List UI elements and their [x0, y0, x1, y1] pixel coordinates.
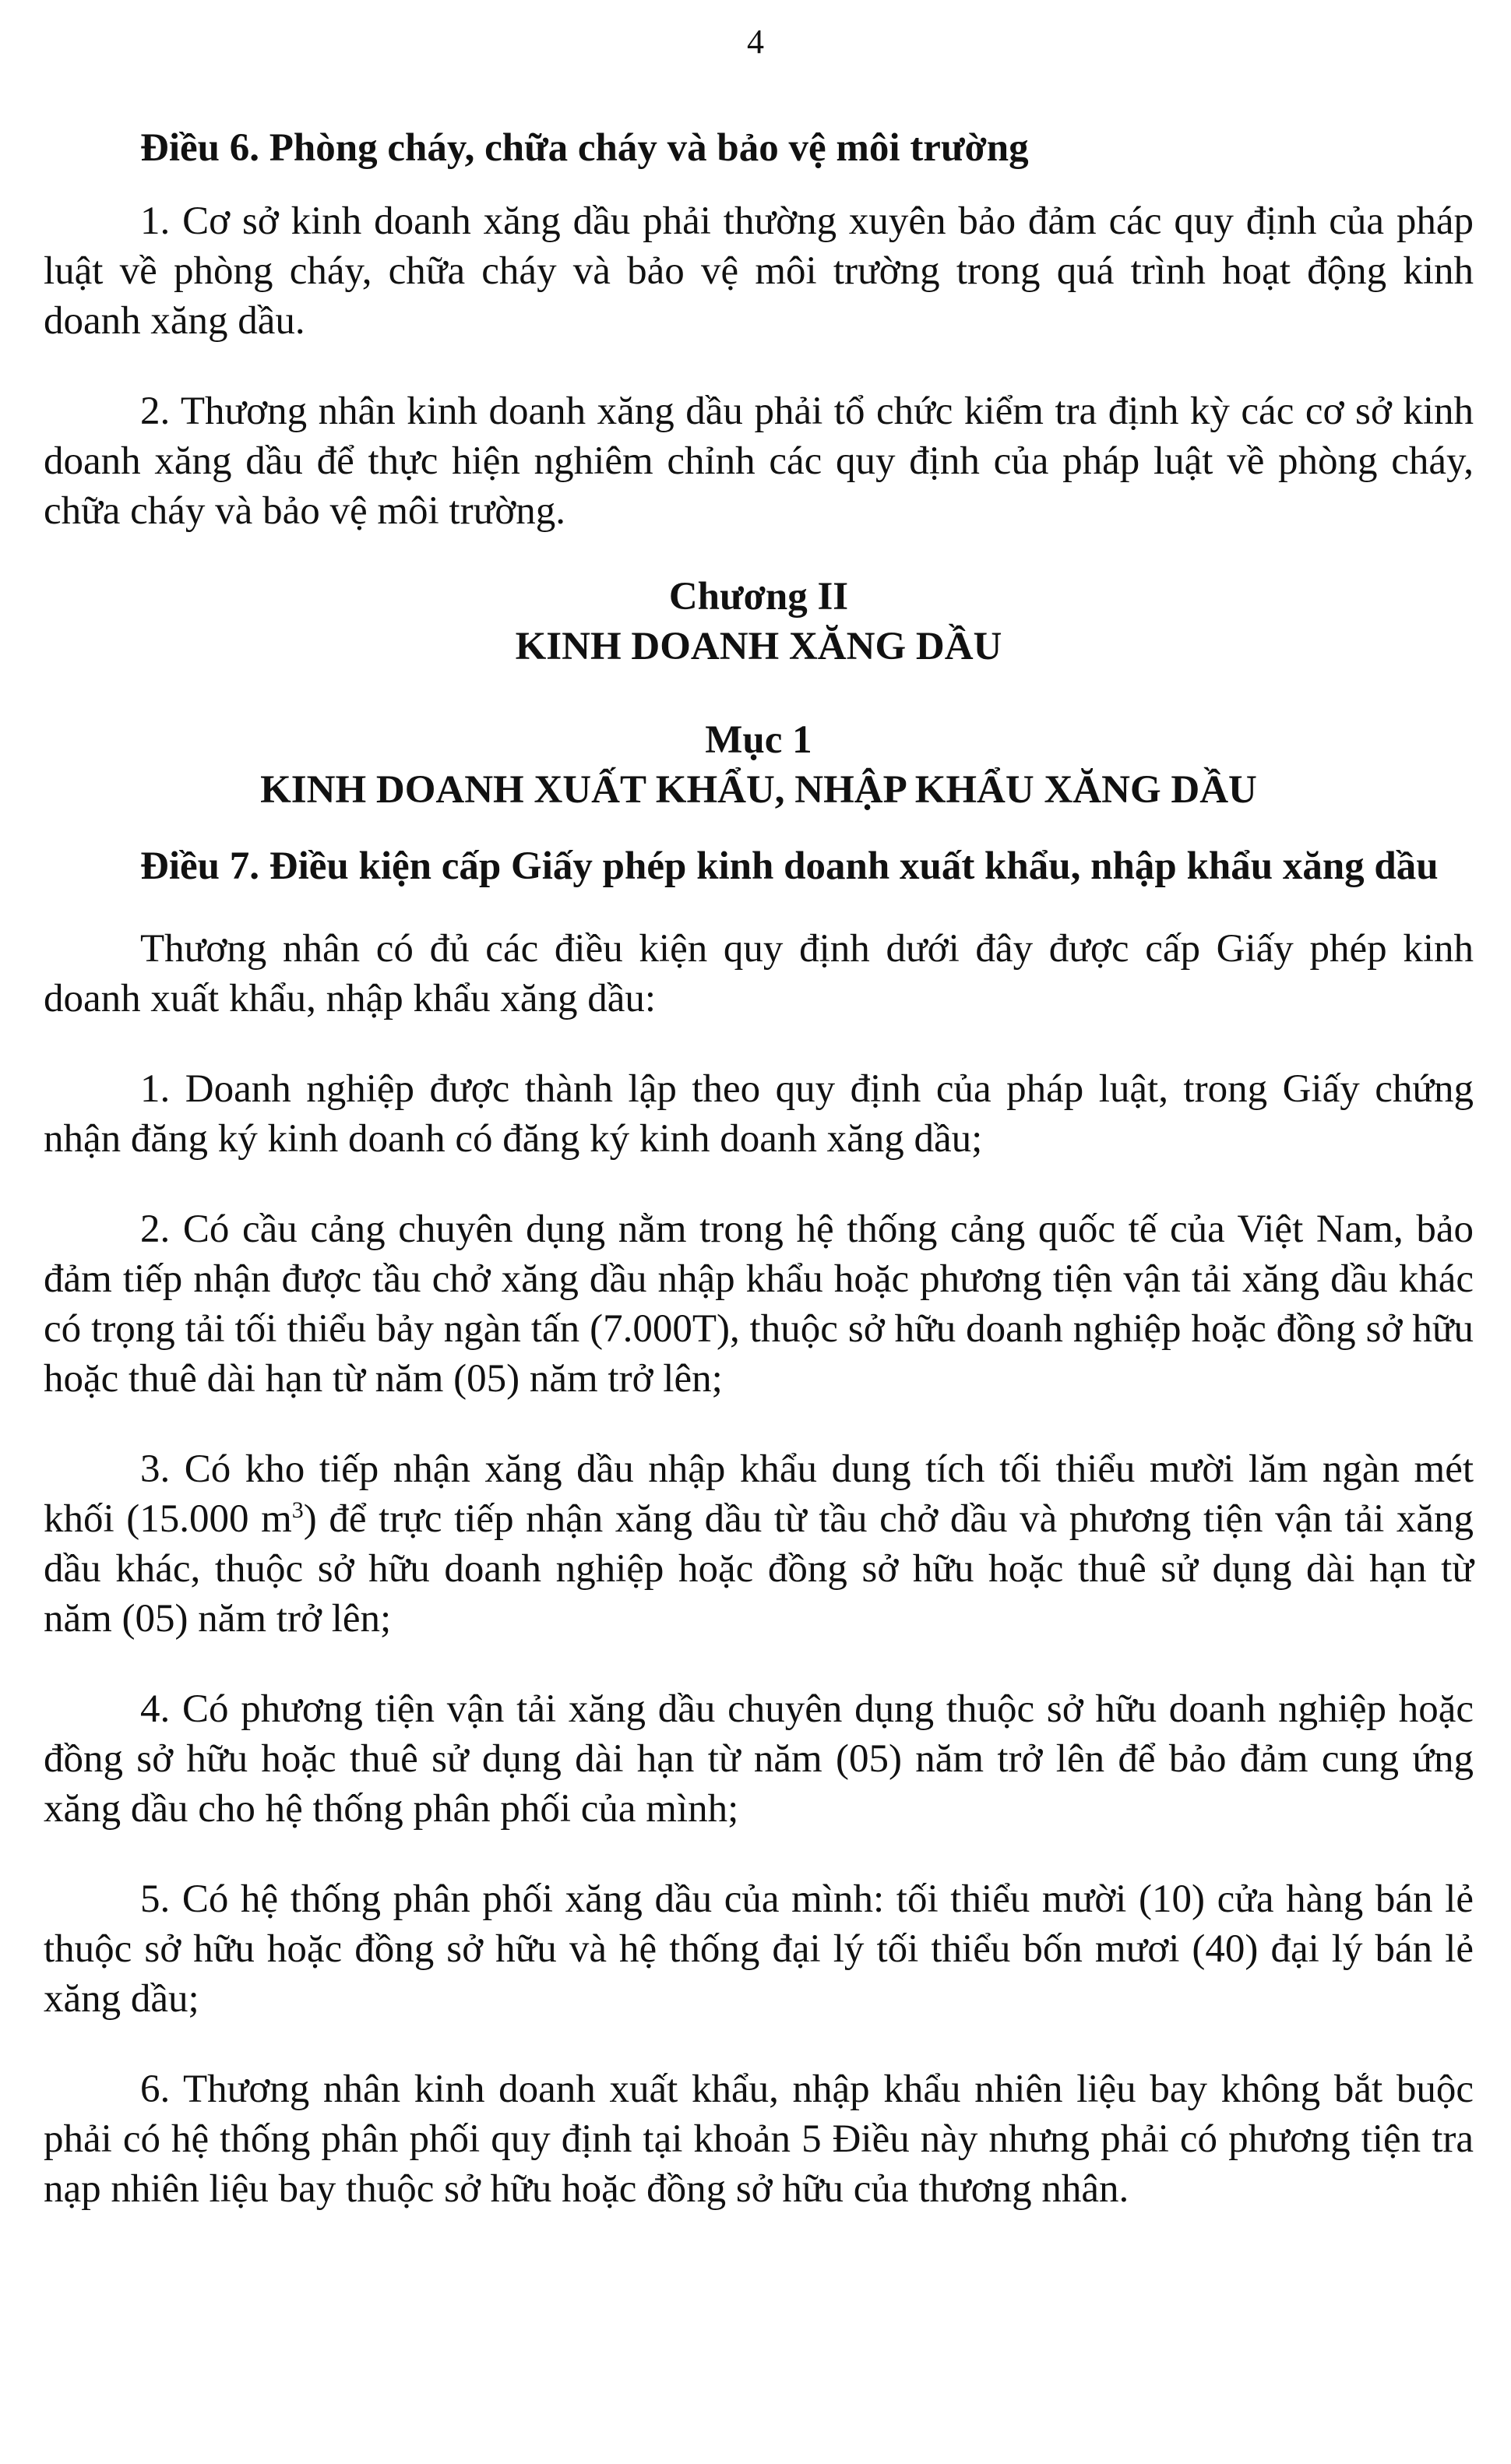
- article-7-clause-1: 1. Doanh nghiệp được thành lập theo quy định của pháp luật, trong Giấy chứng nhận đăng ký kinh doanh có đăng ký kinh doanh xăng dầu;: [44, 1067, 1474, 1161]
- article-7-clause-3-part-2: ) để trực tiếp nhận xăng dầu từ tầu chở dầu và phương tiện vận tải xăng dầu khác, thuộc sở hữu doanh nghiệp hoặc đồng sở hữu hoặc thuê sử dụng dài hạn từ năm (05) năm trở lên;: [44, 1497, 1474, 1641]
- article-7-clause-4: 4. Có phương tiện vận tải xăng dầu chuyên dụng thuộc sở hữu doanh nghiệp hoặc đồng sở hữu hoặc thuê sử dụng dài hạn từ năm (05) năm trở lên để bảo đảm cung ứng xăng dầu cho hệ thống phân phối của mình;: [44, 1687, 1474, 1831]
- article-7-clause-5: 5. Có hệ thống phân phối xăng dầu của mình: tối thiểu mười (10) cửa hàng bán lẻ thuộc sở hữu hoặc đồng sở hữu và hệ thống đại lý tối thiểu bốn mươi (40) đại lý bán lẻ xăng dầu;: [44, 1877, 1474, 2021]
- article-7-clause-3: [44, 1444, 1474, 1644]
- article-7-clause-6: 6. Thương nhân kinh doanh xuất khẩu, nhập khẩu nhiên liệu bay không bắt buộc phải có hệ thống phân phối quy định tại khoản 5 Điều này nhưng phải có phương tiện tra nạp nhiên liệu bay thuộc sở hữu hoặc đồng sở hữu của thương nhân.: [44, 2067, 1474, 2211]
- chapter-heading: [44, 572, 1474, 672]
- cubic-superscript: 3: [291, 1497, 304, 1523]
- section-title: KINH DOANH XUẤT KHẨU, NHẬP KHẨU XĂNG DẦU: [260, 768, 1257, 812]
- article-6-clause-2: 2. Thương nhân kinh doanh xăng dầu phải tổ chức kiểm tra định kỳ các cơ sở kinh doanh xăng dầu để thực hiện nghiêm chỉnh các quy định của pháp luật về phòng cháy, chữa cháy và bảo vệ môi trường.: [44, 390, 1474, 533]
- article-7-title: Điều 7. Điều kiện cấp Giấy phép kinh doanh xuất khẩu, nhập khẩu xăng dầu: [140, 844, 1439, 888]
- article-7-clause-2: 2. Có cầu cảng chuyên dụng nằm trong hệ thống cảng quốc tế của Việt Nam, bảo đảm tiếp nhận được tầu chở xăng dầu nhập khẩu hoặc phương tiện vận tải xăng dầu khác có trọng tải tối thiểu bảy ngàn tấn (7.000T), thuộc sở hữu doanh nghiệp hoặc đồng sở hữu hoặc thuê dài hạn từ năm (05) năm trở lên;: [44, 1207, 1474, 1401]
- document-body: [44, 123, 1474, 2254]
- article-7-clause-3-part-1: 3. Có kho tiếp nhận xăng dầu nhập khẩu dung tích tối thiểu mười lăm ngàn mét khối (15.000 m: [44, 1447, 1474, 1541]
- chapter-title: KINH DOANH XĂNG DẦU: [515, 625, 1002, 668]
- article-6-title: Điều 6. Phòng cháy, chữa cháy và bảo vệ môi trường: [140, 126, 1029, 170]
- article-6-clause-1: 1. Cơ sở kinh doanh xăng dầu phải thường xuyên bảo đảm các quy định của pháp luật về phòng cháy, chữa cháy và bảo vệ môi trường trong quá trình hoạt động kinh doanh xăng dầu.: [44, 199, 1474, 343]
- article-7-intro: Thương nhân có đủ các điều kiện quy định dưới đây được cấp Giấy phép kinh doanh xuất khẩu, nhập khẩu xăng dầu:: [44, 927, 1474, 1020]
- section-label: Mục 1: [705, 718, 812, 762]
- section-heading: [44, 715, 1474, 815]
- page-number: 4: [747, 23, 764, 61]
- chapter-label: Chương II: [668, 575, 849, 619]
